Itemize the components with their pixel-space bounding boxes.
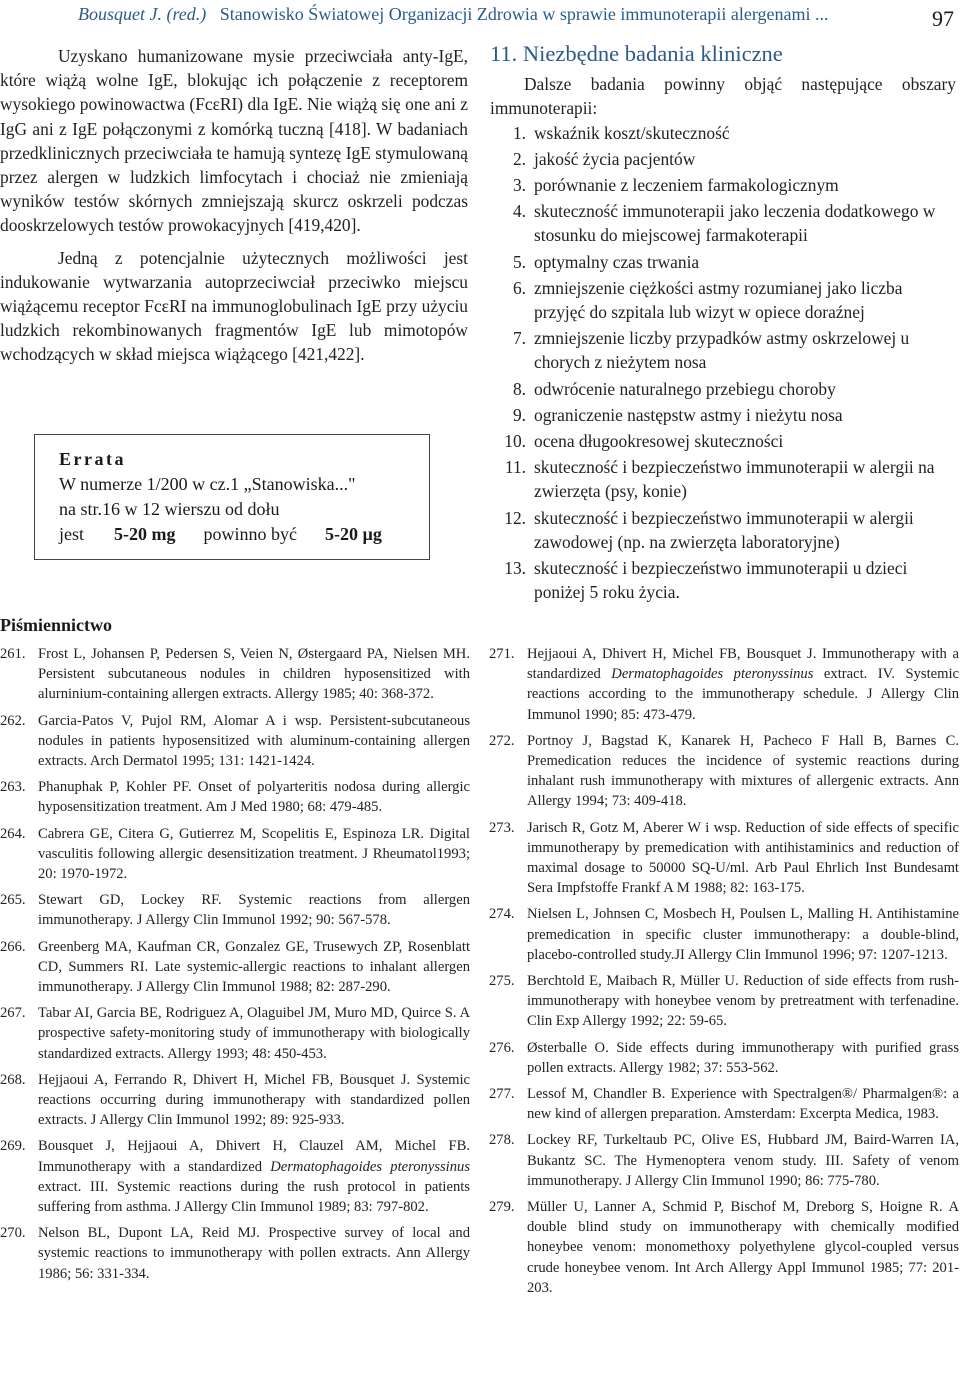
reference-entry <box>489 644 959 725</box>
reference-entry <box>0 1003 470 1064</box>
page-number: 97 <box>932 6 954 31</box>
reference-entry <box>0 1223 470 1284</box>
list-item-number: 12. <box>504 507 526 528</box>
list-item-text: skuteczność i bezpieczeństwo immunoterapii w alergii zawodowej (np. na zwierzęta laboratoryjne) <box>534 507 914 552</box>
list-item-number: 9. <box>512 404 526 425</box>
reference-text: Garcia-Patos V, Pujol RM, Alomar A i wsp. Persistent-subcutaneous nodules in patients hyposensitized with aluminum-containing allergen extracts. Arch Dermatol 1995; 131: 1421-1424. <box>38 712 470 770</box>
reference-number: 263. <box>0 779 26 796</box>
reference-text: Cabrera GE, Citera G, Gutierrez M, Scopelitis E, Espinoza LR. Digital vasculitis following allergic desensitization treatment. J Rheumatol1993; 20: 1970-1972. <box>38 825 470 883</box>
reference-entry <box>489 1038 959 1078</box>
list-item-text: zmniejszenie ciężkości astmy rozumianej jako liczba przyjęć do szpitala lub wizyt w opiece doraźnej <box>534 277 903 323</box>
list-item <box>490 199 956 247</box>
reference-text: Lockey RF, Turkeltaub PC, Olive ES, Hubbard JM, Baird-Warren IA, Bukantz SC. The Hymenoptera venom study. III. Safety of venom immunotherapy. J Allergy Clin Immunol 1990; 86: 775-780. <box>527 1132 959 1189</box>
errata-old-value: 5-20 mg <box>114 524 176 544</box>
reference-number: 270. <box>0 1225 26 1242</box>
reference-number: 262. <box>0 712 26 729</box>
reference-text: Nelson BL, Dupont LA, Reid MJ. Prospective survey of local and systemic reactions to immunotherapy with pollen extracts. Ann Allergy 1986; 56: 331-334. <box>38 1225 470 1282</box>
reference-text-part: Bousquet J, Hejjaoui A, Dhivert H, Clauzel AM, Michel FB. Immunotherapy with a standardized <box>38 1138 470 1175</box>
list-item-number: 13. <box>504 558 526 579</box>
errata-box <box>34 434 430 560</box>
reference-text: Stewart GD, Lockey RF. Systemic reactions from allergen immunotherapy. J Allergy Clin Immunol 1992; 90: 567-578. <box>38 892 470 929</box>
reference-entry <box>489 731 959 812</box>
list-item <box>490 377 956 401</box>
reference-entry <box>0 777 470 817</box>
list-item <box>490 121 956 145</box>
list-item-text: optymalny czas trwania <box>534 251 700 272</box>
list-item-text: ograniczenie następstw astmy i nieżytu nosa <box>534 404 843 425</box>
errata-new-value: 5-20 µg <box>325 524 382 544</box>
reference-text <box>38 1136 470 1217</box>
reference-text: Jarisch R, Gotz M, Aberer W i wsp. Reduction of side effects of specific immunotherapy by premedication with antihistaminics and reduction of maximal dosage to 50000 SQ-U/ml. Arb Paul Ehrlich Inst Bundesamt Sera Impfstoffe Frankf A M 1988; 82: 163-175. <box>527 819 959 897</box>
reference-text: Hejjaoui A, Ferrando R, Dhivert H, Michel FB, Bousquet J. Systemic reactions occurring during immunotherapy with standardized pollen extracts. J Allergy Clin Immunol 1992; 89: 925-933. <box>38 1071 470 1129</box>
list-item-text: ocena długookresowej skuteczności <box>534 431 784 452</box>
list-item-text: skuteczność i bezpieczeństwo immunoterapii w alergii na zwierzęta (psy, konie) <box>534 457 935 502</box>
reference-entry <box>0 824 470 885</box>
reference-text-part: extract. III. Systemic reactions during the rush protocol in patients suffering from asthma. J Allergy Clin Immunol 1989; 83: 797-802. <box>38 1178 470 1216</box>
reference-entry <box>489 1084 959 1124</box>
list-item-number: 2. <box>512 148 526 169</box>
reference-text: Greenberg MA, Kaufman CR, Gonzalez GE, Trusewych ZP, Rosenblatt CD, Summers RI. Late systemic-allergic reactions to inhalant allergen immunotherapy. J Allergy Clin Immunol 1988; 82: 287-290. <box>38 938 470 996</box>
list-item-number: 1. <box>512 122 526 143</box>
list-item <box>490 506 956 554</box>
list-item-number: 6. <box>512 277 526 298</box>
list-item-text: porównanie z leczeniem farmakologicznym <box>534 175 839 196</box>
reference-text-part: extract. IV. Systemic reactions according to the immunotherapy schedule. J Allergy Clin Immunol 1990; 85: 473-479. <box>527 666 959 723</box>
list-item-number: 11. <box>504 457 526 478</box>
list-item-text: skuteczność immunoterapii jako leczenia dodatkowego w stosunku do miejscowej farmakoterapii <box>534 201 936 246</box>
references-right-column <box>489 644 959 1304</box>
references-left-column <box>0 644 470 1290</box>
list-item-number: 10. <box>504 431 526 452</box>
reference-number: 277. <box>489 1086 515 1103</box>
errata-line-1: W numerze 1/200 w cz.1 „Stanowiska..." <box>59 474 356 494</box>
paragraph-anti-ige: Uzyskano humanizowane mysie przeciwciała anty-IgE, które wiążą wolne IgE, blokując ich połączenie z receptorem wysokiego powinowactwa (FcεRI) dla IgE. Nie wiążą się one ani z IgG ani z IgE połączonymi z komórką tuczną [418]. W badaniach przedklinicznych przeciwciała te hamują syntezę IgE stymulowaną przez alergen w ludzkich limfocytach i chociaż nie zmieniają wyników testów skórnych zmniejszają skurcz oskrzeli podczas dooskrzelowych testów prowokacyjnych [419,420]. <box>0 46 468 236</box>
list-item-text: skuteczność i bezpieczeństwo immunoterapii u dzieci poniżej 5 roku życia. <box>534 558 908 603</box>
header-title: Stanowisko Światowej Organizacji Zdrowia w sprawie immunoterapii alergenami ... <box>219 4 829 24</box>
reference-entry <box>489 971 959 1032</box>
research-areas-list <box>490 121 956 605</box>
reference-text-part: Hejjaoui A, Dhivert H, Michel FB, Bousquet J. Immunotherapy with a standardized <box>527 646 959 683</box>
header-author: Bousquet J. (red.) <box>78 4 207 24</box>
errata-powinno: powinno być <box>203 524 297 544</box>
list-item-number: 8. <box>512 378 526 399</box>
running-title <box>78 4 828 25</box>
reference-number: 265. <box>0 892 26 909</box>
reference-number: 267. <box>0 1005 26 1022</box>
reference-entry <box>0 644 470 705</box>
reference-number: 266. <box>0 938 26 955</box>
list-item <box>490 455 956 503</box>
list-item <box>490 403 956 427</box>
reference-entry <box>489 904 959 965</box>
reference-number: 261. <box>0 646 26 662</box>
reference-number: 272. <box>489 732 515 749</box>
list-item-text: jakość życia pacjentów <box>534 148 696 169</box>
reference-entry <box>0 890 470 930</box>
section-heading: 11. Niezbędne badania kliniczne <box>490 41 783 66</box>
list-item-number: 4. <box>512 201 526 222</box>
reference-entry <box>489 1197 959 1298</box>
reference-number: 274. <box>489 906 515 923</box>
reference-text: Lessof M, Chandler B. Experience with Spectralgen®/ Pharmalgen®: a new kind of allergen preparation. Amsterdam: Excerpta Medica, 1983. <box>527 1086 959 1123</box>
reference-number: 264. <box>0 825 26 842</box>
reference-number: 273. <box>489 819 515 836</box>
reference-species-name: Dermatophagoides pteronyssinus <box>611 666 814 683</box>
list-item <box>490 556 956 604</box>
reference-number: 268. <box>0 1071 26 1088</box>
reference-entry <box>0 1136 470 1217</box>
reference-text <box>527 644 959 725</box>
reference-text: Nielsen L, Johnsen C, Mosbech H, Poulsen L, Malling H. Antihistamine premedication in specific cluster immunotherapy: a double-blind, placebo-controlled study.JI Allergy Clin Immunol 1996; 97: 1207-1213. <box>527 906 959 963</box>
left-column-body <box>0 44 468 375</box>
section-intro: Dalsze badania powinny objąć następujące obszary immunoterapii: <box>490 74 956 119</box>
reference-text: Frost L, Johansen P, Pedersen S, Veien N, Østergaard PA, Nielsen MH. Persistent subcutaneous nodules in children hyposensitized with alurninium-containing allergen extracts. Allergy 1985; 40: 368-372. <box>38 646 470 703</box>
reference-text: Müller U, Lanner A, Schmid P, Bischof M, Dreborg S, Hoigne R. A double blind study on immunotherapy with chemically modified honeybee venom: monomethoxy polyethylene glycol-coupled versus crude honeybee venom. Int Arch Allergy Appl Immunol 1985; 77: 201-203. <box>527 1199 959 1296</box>
reference-entry <box>0 711 470 772</box>
list-item-number: 7. <box>512 328 526 349</box>
reference-entry <box>0 937 470 998</box>
reference-number: 275. <box>489 973 515 990</box>
paragraph-autoantibodies: Jedną z potencjalnie użytecznych możliwości jest indukowanie wytwarzania autoprzeciwciał przeciwko miejscu wiążącemu receptor FcεRI na immunoglobulinach IgE przy użyciu ludzkich rekombinowanych fragmentów IgE lub mimotopów wchodzących w skład miejsca wiążącego [421,422]. <box>0 247 468 365</box>
list-item <box>490 326 956 374</box>
list-item-number: 5. <box>512 251 526 272</box>
running-header <box>78 4 958 30</box>
reference-text: Østerballe O. Side effects during immunotherapy with purified grass pollen extracts. Allergy 1982; 37: 553-562. <box>527 1039 959 1076</box>
errata-correction <box>59 522 429 547</box>
reference-text: Tabar AI, Garcia BE, Rodriguez A, Olaguibel JM, Muro MD, Quirce S. A prospective safety-monitoring study of immunotherapy with biologically standardized extracts. Allergy 1993; 48: 450-453. <box>38 1005 470 1062</box>
reference-number: 278. <box>489 1132 515 1149</box>
errata-line-2: na str.16 w 12 wierszu od dołu <box>59 499 280 519</box>
list-item <box>490 250 956 274</box>
reference-number: 269. <box>0 1138 26 1155</box>
reference-text: Berchtold E, Maibach R, Müller U. Reduction of side effects from rush-immunotherapy with honeybee venom by pretreatment with terfenadine. Clin Exp Allergy 1992; 22: 59-65. <box>527 973 959 1030</box>
reference-text: Portnoy J, Bagstad K, Kanarek H, Pacheco F Hall B, Barnes C. Premedication reduces the incidence of systemic reactions during inhalant rush immunotherapy with mixtures of allergenic extracts. Ann Allergy 1994; 73: 409-418. <box>527 732 959 810</box>
list-item <box>490 429 956 453</box>
reference-number: 279. <box>489 1199 515 1216</box>
reference-text: Phanuphak P, Kohler PF. Onset of polyarteritis nodosa during allergic hyposensitization treatment. Am J Med 1980; 68: 479-485. <box>38 779 470 816</box>
list-item <box>490 276 956 324</box>
right-column-body <box>490 42 956 606</box>
list-item-text: zmniejszenie liczby przypadków astmy oskrzelowej u chorych z nieżytem nosa <box>534 328 910 373</box>
list-item-text: wskaźnik koszt/skuteczność <box>534 122 730 143</box>
reference-entry <box>489 818 959 899</box>
reference-entry <box>0 1070 470 1131</box>
list-item <box>490 173 956 197</box>
errata-title: Errata <box>59 449 126 469</box>
reference-number: 271. <box>489 646 515 662</box>
references-heading: Piśmiennictwo <box>0 615 112 635</box>
list-item-number: 3. <box>512 175 526 196</box>
errata-jest: jest <box>59 524 84 544</box>
reference-number: 276. <box>489 1039 515 1056</box>
list-item <box>490 147 956 171</box>
list-item-text: odwrócenie naturalnego przebiegu choroby <box>534 378 836 399</box>
reference-species-name: Dermatophagoides pteronyssinus <box>270 1158 471 1175</box>
reference-entry <box>489 1130 959 1191</box>
